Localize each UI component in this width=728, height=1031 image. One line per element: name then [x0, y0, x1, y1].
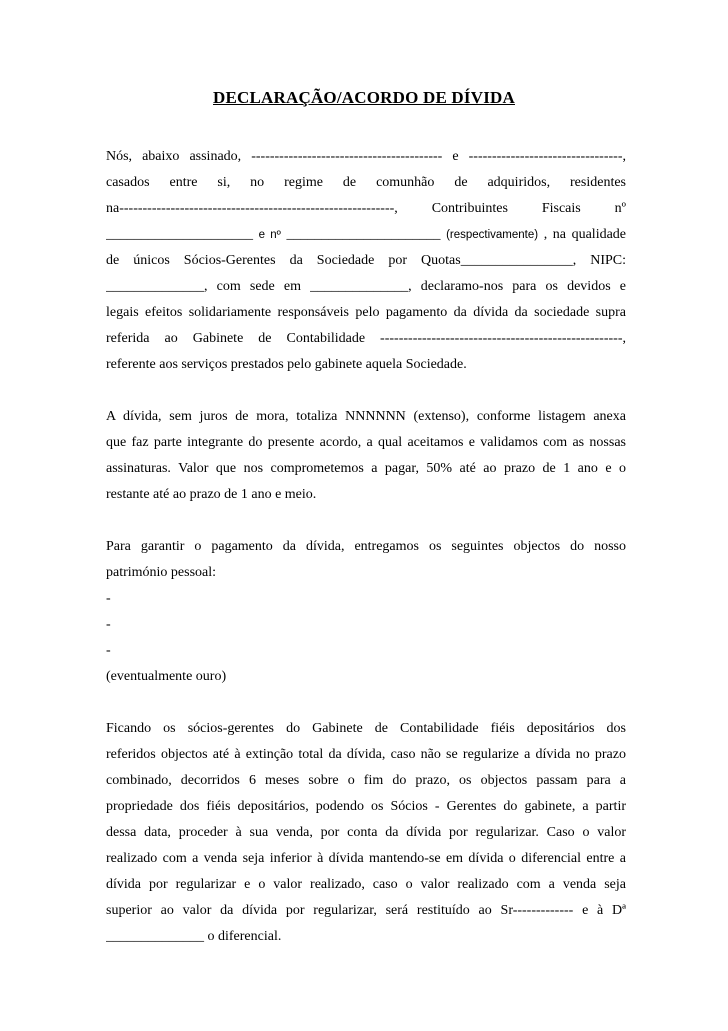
- p1-line-4-end: , na qualidade: [543, 227, 626, 242]
- fiscal-number-blank-1: _____________________: [106, 227, 253, 242]
- list-dash-1: -: [106, 591, 111, 606]
- p1-line-9: referente aos serviços prestados pelo gabinete aquela Sociedade.: [106, 357, 467, 372]
- p4-line-6: realizado com a venda seja inferior à dívida mantendo-se em dívida o diferencial entre a: [106, 851, 626, 866]
- p3-line-3: (eventualmente ouro): [106, 669, 227, 684]
- list-dash-3: -: [106, 643, 111, 658]
- p4-line-1: Ficando os sócios-gerentes do Gabinete de Contabilidade fiéis depositários dos: [106, 721, 626, 736]
- fiscal-number-blank-2: ______________________: [286, 227, 441, 242]
- p4-line-9: ______________ o diferencial.: [106, 929, 282, 944]
- p2-line-2: que faz parte integrante do presente acordo, a qual aceitamos e validamos com as nossas: [106, 435, 626, 450]
- p4-line-2: referidos objectos até à extinção total da dívida, caso não se regularize a dívida no prazo: [106, 747, 626, 762]
- p2-line-1: A dívida, sem juros de mora, totaliza NNNNNN (extenso), conforme listagem anexa: [106, 409, 626, 424]
- p1-line-1: Nós, abaixo assinado, ----------------------------------------- e ---------------------------------,: [106, 149, 626, 164]
- p4-line-3: combinado, decorridos 6 meses sobre o fim do prazo, os objectos passam para a: [106, 773, 626, 788]
- list-dash-2: -: [106, 617, 111, 632]
- p3-line-1: Para garantir o pagamento da dívida, entregamos os seguintes objectos do nosso: [106, 539, 626, 554]
- p4-line-8: superior ao valor da dívida por regularizar, será restituído ao Sr------------- e à Dª: [106, 903, 626, 918]
- respectively-note: (respectivamente): [446, 229, 539, 241]
- p1-line-7: legais efeitos solidariamente responsáveis pelo pagamento da dívida da sociedade supra: [106, 305, 626, 320]
- p1-line-5: de únicos Sócios-Gerentes da Sociedade por Quotas________________, NIPC:: [106, 253, 626, 268]
- p2-line-4: restante até ao prazo de 1 ano e meio.: [106, 487, 317, 502]
- fiscal-number-separator: e nº: [258, 229, 281, 241]
- p1-line-2: casados entre si, no regime de comunhão de adquiridos, residentes: [106, 175, 626, 190]
- p4-line-7: dívida por regularizar e o valor realizado, caso o valor realizado com a venda seja: [106, 877, 626, 892]
- p3-line-2: património pessoal:: [106, 565, 217, 580]
- p1-line-8: referida ao Gabinete de Contabilidade ----------------------------------------------------,: [106, 331, 626, 346]
- p4-line-5: dessa data, proceder à sua venda, por conta da dívida por regularizar. Caso o valor: [106, 825, 626, 840]
- p4-line-4: propriedade dos fiéis depositários, podendo os Sócios - Gerentes do gabinete, a partir: [106, 799, 626, 814]
- p1-line-6: ______________, com sede em ______________, declaramo-nos para os devidos e: [106, 279, 626, 294]
- p2-line-3: assinaturas. Valor que nos comprometemos a pagar, 50% até ao prazo de 1 ano e o: [106, 461, 626, 476]
- p1-line-3: na-----------------------------------------------------------, Contribuintes Fiscais nº: [106, 201, 626, 216]
- p1-line-4: [106, 226, 626, 244]
- document-title: DECLARAÇÃO/ACORDO DE DÍVIDA: [213, 88, 515, 107]
